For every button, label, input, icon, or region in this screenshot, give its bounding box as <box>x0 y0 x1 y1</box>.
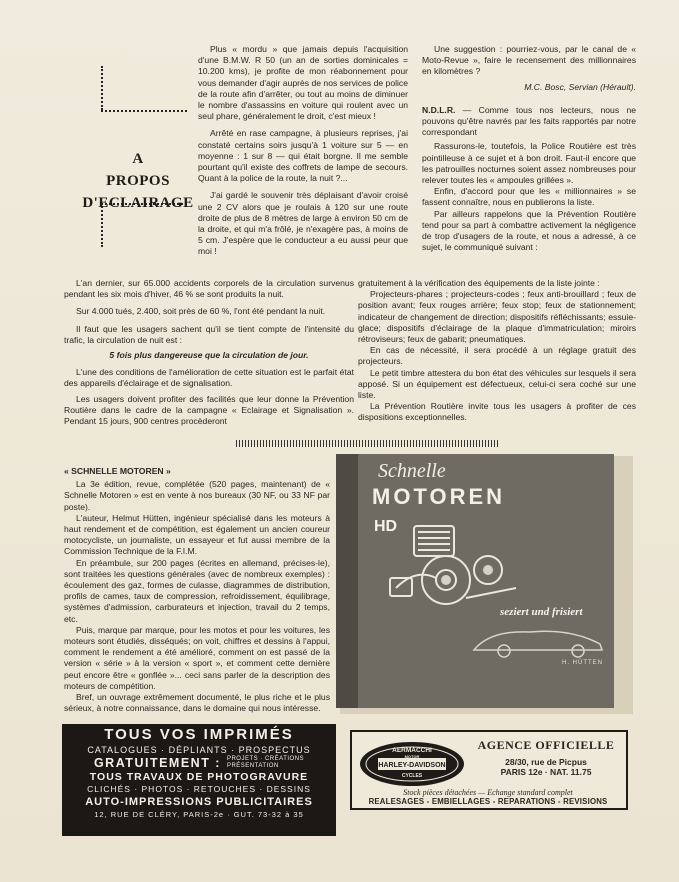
car-outline-illustration <box>470 620 610 660</box>
communique-paragraph-3: Il faut que les usagers sachent qu'il se tient compte de l'intensité du trafic, la circulation de nuit est : <box>64 323 354 345</box>
letter-column-2 <box>422 44 636 253</box>
ndlr-paragraph-1: — Comme tous nos lecteurs, nous ne pouvons qu'être navrés par les faits rapportés par notre correspondant <box>422 104 636 138</box>
letter-signature: M.C. Bosc, Servian (Hérault). <box>524 81 636 92</box>
dealer-city-phone: PARIS 12e · NAT. 11.75 <box>500 767 592 777</box>
ad-printing-services: CLICHÉS · PHOTOS · RETOUCHES · DESSINS <box>87 784 311 794</box>
section-divider <box>236 440 498 447</box>
communique-paragraph-7: Projecteurs-phares ; projecteurs-codes ; feux anti-brouillard ; feux de position avant; feux rouges arrière; feux stop; feux de stationnement; indicateur de changement de direction; dispositifs réfléchissants; essuie-glace; dispositifs d'éclairage de la plaque d'immatriculation; miroirs rétroviseurs; feux de gabarit; pneumatiques. <box>358 289 636 345</box>
ad-printing-free-row <box>62 756 336 770</box>
book-cover-author: H. HÜTTEN <box>562 660 603 666</box>
logo-bottom-text: CYCLES <box>401 773 423 779</box>
communique-paragraph-4: L'une des conditions de l'amélioration de cette situation est le parfait état des appareils d'éclairage et de signalisation. <box>64 367 354 389</box>
communique-paragraph-9: Le petit timbre attestera du bon état des véhicules sur lesquels il sera apposé. Si un équipement est défectueux, celui-ci sera coché sur une liste. <box>358 367 636 401</box>
ndlr-label: N.D.L.R. <box>422 104 456 115</box>
book-review-paragraph-5: Bref, un ouvrage extrêmement documenté, le plus riche et le plus sérieux, à notre connaissance, dans le domaine qui nous intéresse. <box>64 692 330 714</box>
article-heading <box>68 148 208 214</box>
letter-column-1 <box>198 44 408 258</box>
logo-brand-text: HARLEY-DAVIDSON <box>378 762 446 769</box>
engine-illustration <box>376 518 526 618</box>
book-cover-title: MOTOREN <box>372 484 506 509</box>
heading-bracket-top-horizontal <box>101 110 187 112</box>
book-review-paragraph-4: Puis, marque par marque, pour les motos et pour les voitures, les moteurs sont étudiés, disséqués; on voit, chiffres et dessins à l'appui, comment le rendement a été amélioré, comment on est passé de la version « série » à la version « sport », et comment cette dernière peut encore être « gonflée »... ceci sans parler de la description des moteurs de compétition. <box>64 624 330 691</box>
dealer-title: AGENCE OFFICIELLE <box>477 738 615 752</box>
dealer-services-line: REALESAGES - EMBIELLAGES - REPARATIONS - REVISIONS <box>368 797 608 806</box>
ad-printing-photogravure: TOUS TRAVAUX DE PHOTOGRAVURE <box>89 771 309 783</box>
logo-top-text: AERMACCHI <box>392 747 432 754</box>
communique-column-right <box>358 278 636 424</box>
ad-printing-products: CATALOGUES · DÉPLIANTS · PROSPECTUS <box>87 745 311 755</box>
communique-paragraph-8: En cas de nécessité, il sera procédé à un réglage gratuit des projecteurs. <box>358 345 636 367</box>
communique-column-left <box>64 278 354 427</box>
communique-paragraph-5: Les usagers doivent profiter des facilités que leur donne la Prévention Routière dans le cadre de la campagne « Eclairage et Signalisation ». Pendant 15 jours, 900 centres procèderont <box>64 393 354 427</box>
dealer-info <box>476 738 616 777</box>
book-cover-watermark: HD <box>374 518 398 535</box>
ad-printing-presentation: PRÉSENTATION <box>226 763 279 769</box>
letter-paragraph-2: Arrêté en rase campagne, à plusieurs reprises, j'ai constaté certains soirs jusqu'à 1 voiture sur 5 — en moyenne : 1 sur 8 — qui était borgne. Il me semble pourtant qu'il existe des coffrets de lampe de secours. Quant à la police de la route, la nuit ?... <box>198 128 408 184</box>
ndlr-paragraph-4: Par ailleurs rappelons que la Prévention Routière tend pour sa part à combattre activement la négligence de trop d'usagers de la route, et nous a adressé, à ce sujet, le communiqué suivant : <box>422 208 636 253</box>
logo-motor-text: MOTOR <box>404 754 420 759</box>
book-cover-title-script: Schnelle <box>378 460 446 482</box>
dealer-address: 28/30, rue de Picpus <box>505 757 587 767</box>
ad-printing-free-services <box>227 756 304 770</box>
book-review-paragraph-1: La 3e édition, revue, complétée (520 pages, maintenant) de « Schnelle Motoren » est en vente à nos bureaux (30 NF, ou 33 NF par poste). <box>64 479 330 512</box>
communique-emphasis: 5 fois plus dangereuse que la circulation de jour. <box>109 350 309 361</box>
communique-paragraph-6: gratuitement à la vérification des équipements de la liste jointe : <box>358 278 600 288</box>
ndlr-paragraph-3: Enfin, d'accord pour que les « millionnaires » se fassent connaître, nous en publierons la liste. <box>422 186 636 208</box>
book-review-title: « SCHNELLE MOTOREN » <box>64 466 171 476</box>
book-spine <box>336 454 358 708</box>
dealer-stock-line: Stock pièces détachées — Echange standard complet <box>403 788 573 797</box>
ad-printing-free-label: GRATUITEMENT : <box>93 756 221 770</box>
book-review-paragraph-3: En préambule, sur 200 pages (écrites en allemand, précises-le), sont traitées les questions générales (avec de nombreux exemples) : écoulement des gaz, formes de culasse, diagrammes de distribution, profils de cames, taux de compression, refroidissement, équilibrage, systèmes d'admission, carburateurs et injection, travail du 2 temps, etc. <box>64 557 330 624</box>
printing-advertisement <box>62 724 336 836</box>
communique-paragraph-2: Sur 4.000 tués, 2.400, soit près de 60 %, l'ont été pendant la nuit. <box>76 306 326 317</box>
ad-printing-company: AUTO-IMPRESSIONS PUBLICITAIRES <box>85 796 313 808</box>
heading-line-2: PROPOS <box>106 173 170 189</box>
heading-line-1: A <box>132 151 144 167</box>
communique-paragraph-1: L'an dernier, sur 65.000 accidents corporels de la circulation survenus pendant les six mois d'hiver, 46 % se sont produits la nuit. <box>64 278 354 300</box>
letter-paragraph-4: Une suggestion : pourriez-vous, par le canal de « Moto-Revue », faire le recensement des millionnaires en kilomètres ? <box>422 44 636 77</box>
book-review-paragraph-2: L'auteur, Helmut Hütten, ingénieur spécialisé dans les moteurs à haut rendement et de compétition, est également un ancien coureur motocycliste, un journaliste, un essayeur et fut aussi membre de la Commission Technique de la F.I.M. <box>64 512 330 557</box>
ad-printing-address: 12, RUE DE CLÉRY, PARIS-2e · GUT. 73-32 à 35 <box>94 810 304 819</box>
ndlr-paragraph-2: Rassurons-le, toutefois, la Police Routière est très pointilleuse à ce sujet et à bon droit. Faut-il encore que les patrouilles nocturnes soient assez nombreuses pour relever toutes les « ampoules grillées ». <box>422 141 636 186</box>
heading-line-3: D'ECLAIRAGE <box>82 195 194 211</box>
aermacchi-harley-logo <box>358 740 466 788</box>
ad-printing-projets: PROJETS · CRÉATIONS <box>226 756 305 762</box>
letter-paragraph-3: J'ai gardé le souvenir très déplaisant d'avoir croisé une 2 CV alors que je roulais à 120 sur une route droite de plus de 8 mètres de large à environ 50 cm de la droite, et qui m'a frôlé, je n'exagère pas, à moins de 5 cm. J'espère que le conducteur a eu aussi peur que moi ! <box>198 190 408 257</box>
book-cover-subtitle: seziert und frisiert <box>500 606 583 618</box>
ad-printing-headline: TOUS VOS IMPRIMÉS <box>104 726 294 743</box>
communique-paragraph-10: La Prévention Routière invite tous les usagers à profiter de ces dispositions exceptionnelles. <box>358 401 636 423</box>
letter-paragraph-1: Plus « mordu » que jamais depuis l'acquisition d'une B.M.W. R 50 (un an de sorties dominicales = 10.200 kms), je profite de mon réabonnement pour vous demander d'agir auprès de nos services de police de la route afin d'arrêter, ou tout au moins de diminuer le nombre d'assassins en voiture qui roulent avec un seul phare, généralement le droit, c'est mieux ! <box>198 44 408 122</box>
heading-bracket-top-line <box>101 66 103 110</box>
book-review-column <box>64 466 330 714</box>
